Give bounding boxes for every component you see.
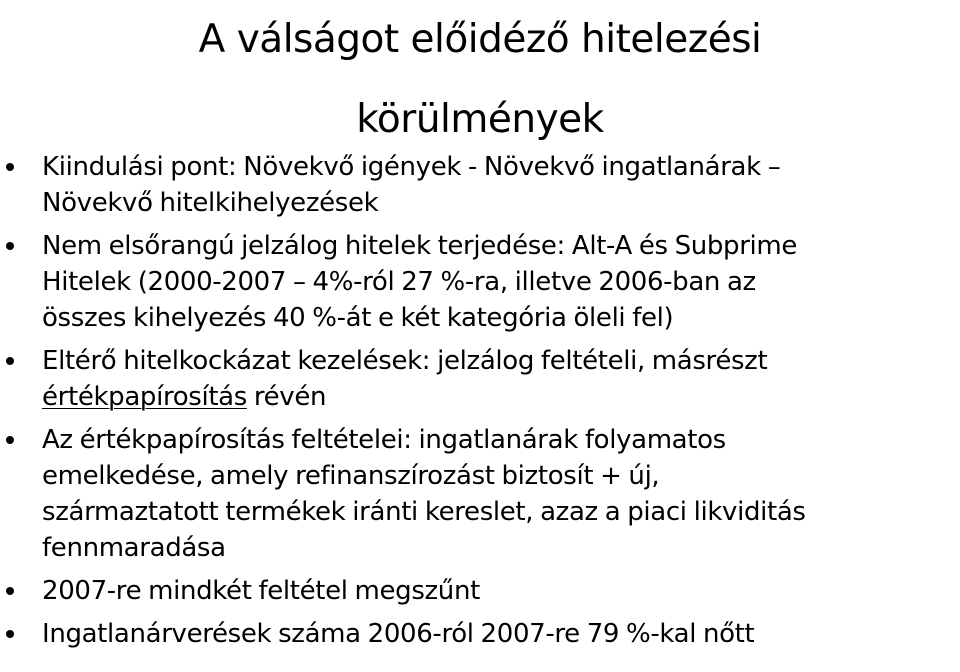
bullet-text-line: 2007-re mindkét feltétel megszűnt xyxy=(42,576,480,606)
slide-title-line-1: A válságot előidéző hitelezési xyxy=(198,17,762,62)
bullet-text-line: Az értékpapírosítás feltételei: ingatlanárak folyamatos xyxy=(42,425,726,455)
slide-title xyxy=(60,0,900,160)
bullet-text-line: emelkedése, amely refinanszírozást biztosít + új, xyxy=(42,461,660,491)
securitization-link[interactable]: értékpapírosítás xyxy=(42,382,247,412)
bullet-item-conditions-ceased xyxy=(0,573,960,609)
bullet-text-line: összes kihelyezés 40 %-át e két kategória öleli fel) xyxy=(42,303,674,333)
bullet-item-foreclosures xyxy=(0,616,960,652)
bullet-item-securitization-conditions xyxy=(0,422,960,566)
bullet-text-line: Növekvő hitelkihelyezések xyxy=(42,188,379,218)
bullet-text-line: fennmaradása xyxy=(42,533,226,563)
bullet-text-fragment: révén xyxy=(246,382,327,412)
bullet-item-subprime xyxy=(0,228,960,336)
bullet-item-risk-management xyxy=(0,343,960,415)
bullet-text-line: Eltérő hitelkockázat kezelések: jelzálog feltételi, másrészt xyxy=(42,346,768,376)
bullet-text-line: Kiindulási pont: Növekvő igények - Növekvő ingatlanárak – xyxy=(42,152,781,182)
slide-title-line-2: körülmények xyxy=(356,97,604,142)
bullet-text-line: származtatott termékek iránti kereslet, azaz a piaci likviditás xyxy=(42,497,806,527)
bullet-text-line: Nem elsőrangú jelzálog hitelek terjedése: Alt-A és Subprime xyxy=(42,231,798,261)
bullet-list xyxy=(0,149,960,659)
bullet-item-starting-point xyxy=(0,149,960,221)
bullet-text-line xyxy=(42,379,960,415)
bullet-text-line: Hitelek (2000-2007 – 4%-ról 27 %-ra, illetve 2006-ban az xyxy=(42,267,756,297)
bullet-text-line: Ingatlanárverések száma 2006-ról 2007-re 79 %-kal nőtt xyxy=(42,619,755,649)
